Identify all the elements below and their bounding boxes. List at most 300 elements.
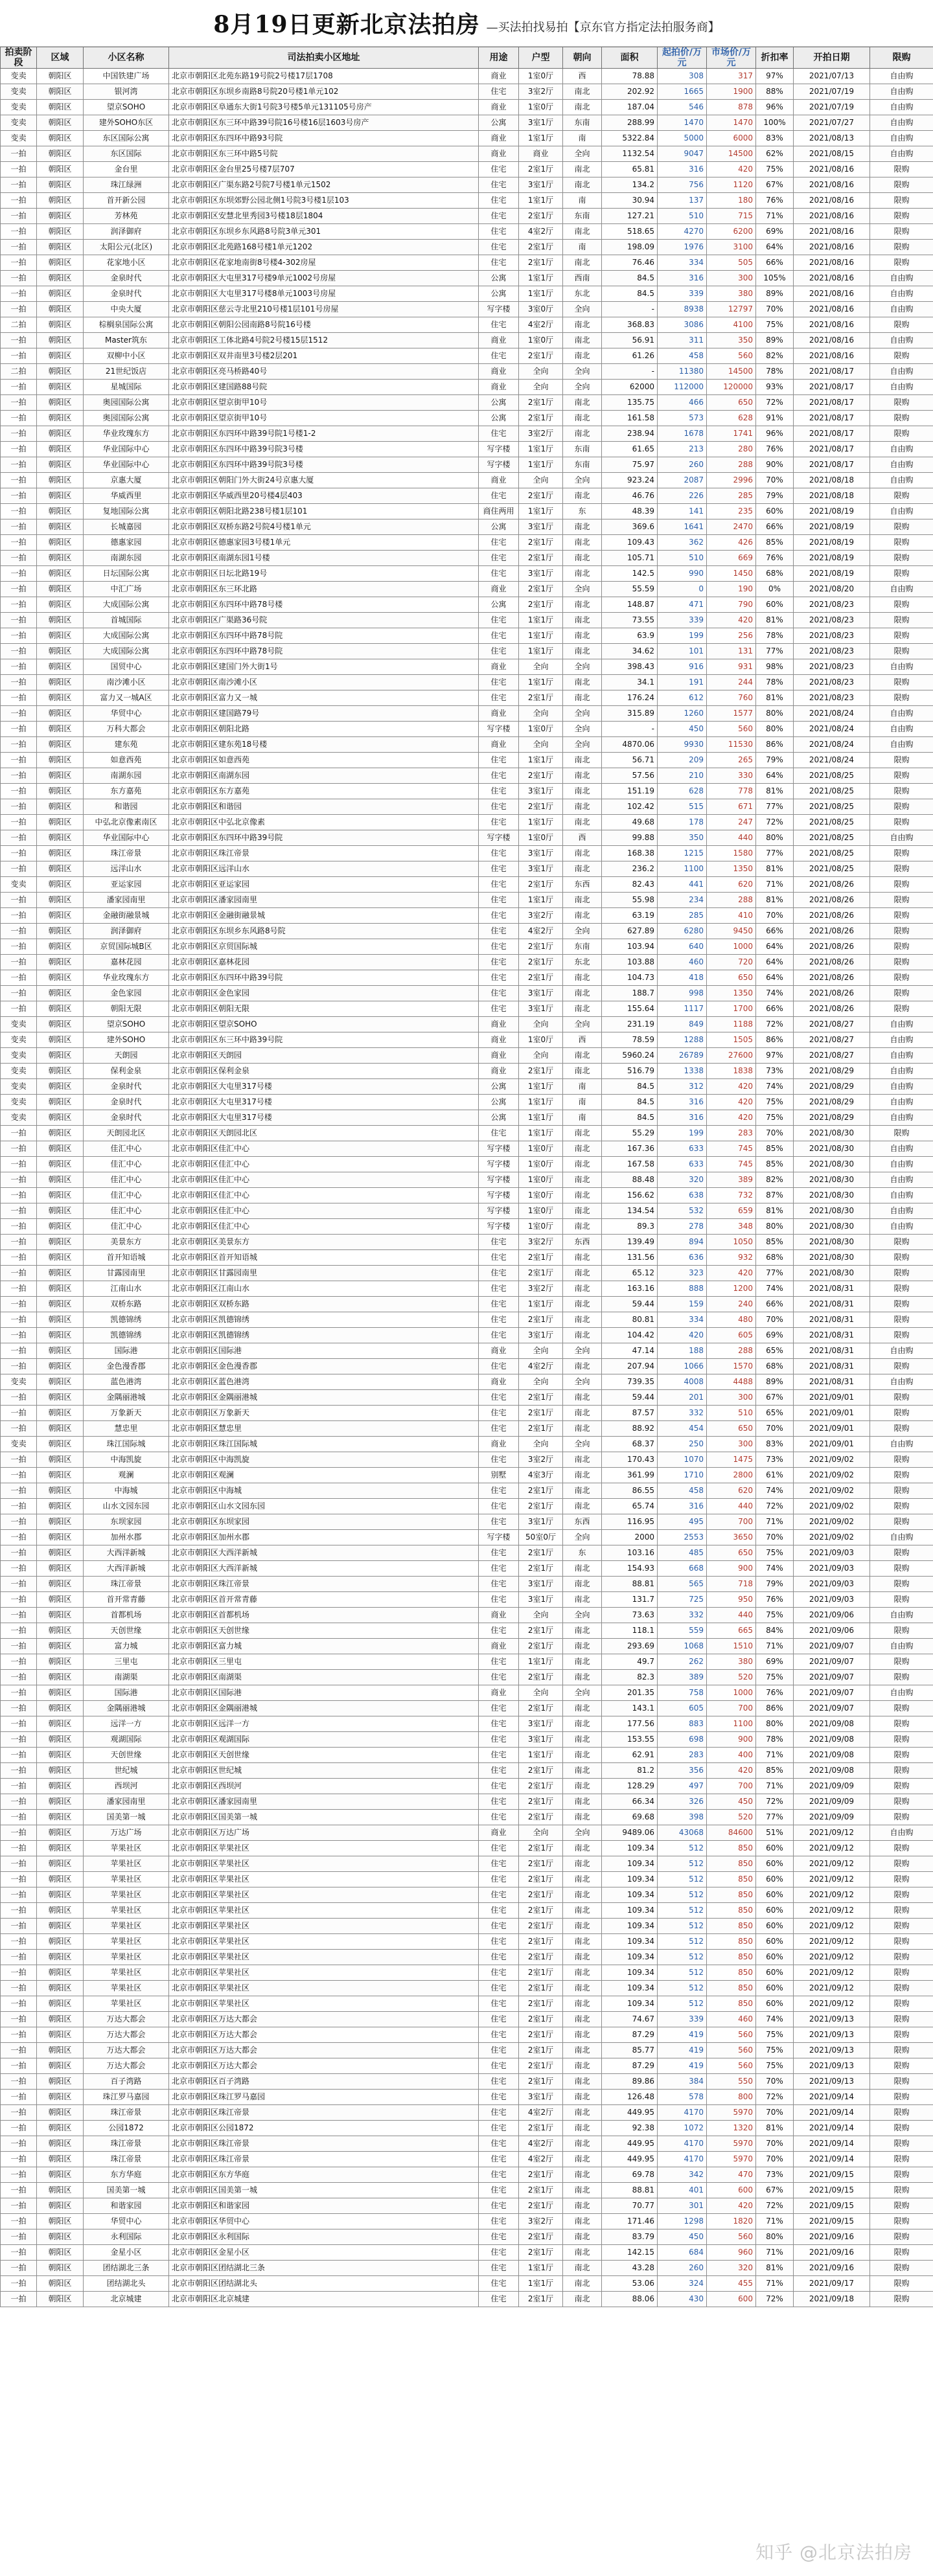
- table-row: [1, 286, 933, 302]
- table-cell: 北京市朝阳区大屯里317号楼: [169, 1095, 479, 1110]
- table-row: [1, 737, 933, 753]
- table-cell: 商业: [479, 146, 519, 162]
- table-cell: 70%: [756, 302, 794, 317]
- table-cell: 限购: [870, 1919, 933, 1934]
- table-cell: 109.34: [602, 1919, 658, 1934]
- table-cell: 77%: [756, 799, 794, 815]
- table-cell: 71%: [756, 209, 794, 224]
- table-cell: 公寓: [479, 1110, 519, 1126]
- table-cell: 2021/08/16: [794, 162, 870, 177]
- table-cell: 65%: [756, 1406, 794, 1421]
- table-cell: 419: [658, 2058, 707, 2074]
- table-cell: 一拍: [1, 1126, 37, 1141]
- table-cell: 珠江帝景: [84, 846, 169, 861]
- table-cell: 朝阳区: [37, 768, 84, 784]
- table-cell: 430: [658, 2292, 707, 2307]
- table-cell: 2021/09/15: [794, 2183, 870, 2198]
- table-cell: 苹果社区: [84, 1919, 169, 1934]
- table-cell: 住宅: [479, 2027, 519, 2043]
- table-cell: -: [602, 302, 658, 317]
- table-cell: 3室0厅: [519, 302, 563, 317]
- table-cell: 2021/09/12: [794, 1950, 870, 1965]
- table-cell: 北京市朝阳区金隅丽港城: [169, 1390, 479, 1406]
- table-cell: 北京市朝阳区甘露园南里: [169, 1266, 479, 1281]
- table-cell: 南北: [563, 2121, 602, 2136]
- table-cell: 北京市朝阳区东三环中路5号院: [169, 146, 479, 162]
- table-cell: 512: [658, 1903, 707, 1919]
- table-cell: 自由购: [870, 1110, 933, 1126]
- table-row: [1, 644, 933, 659]
- table-cell: 1100: [707, 1716, 756, 1732]
- table-row: [1, 1919, 933, 1934]
- table-cell: 1室1厅: [519, 1110, 563, 1126]
- table-cell: 商业: [479, 1437, 519, 1452]
- table-cell: 627.89: [602, 924, 658, 939]
- table-cell: 2021/09/12: [794, 1887, 870, 1903]
- table-cell: 739.35: [602, 1374, 658, 1390]
- table-cell: 星城国际: [84, 380, 169, 395]
- table-cell: 一拍: [1, 224, 37, 240]
- table-cell: 北京市朝阳区中弘北京像素: [169, 815, 479, 830]
- table-cell: 2室1厅: [519, 970, 563, 986]
- table-cell: 2553: [658, 1530, 707, 1545]
- table-cell: 850: [707, 1996, 756, 2012]
- table-cell: 限购: [870, 426, 933, 442]
- table-cell: 148.87: [602, 597, 658, 613]
- table-cell: 2室1厅: [519, 2121, 563, 2136]
- table-cell: 43.28: [602, 2261, 658, 2276]
- table-cell: 一拍: [1, 1748, 37, 1763]
- table-header: [1, 47, 933, 69]
- table-row: [1, 240, 933, 255]
- table-cell: 变卖: [1, 115, 37, 131]
- table-cell: 153.55: [602, 1732, 658, 1748]
- table-cell: 3室1厅: [519, 1328, 563, 1343]
- table-cell: 北京市朝阳区金星小区: [169, 2245, 479, 2261]
- table-cell: 109.34: [602, 1841, 658, 1856]
- table-cell: 南北: [563, 1701, 602, 1716]
- table-cell: 珠江罗马嘉园: [84, 2090, 169, 2105]
- table-cell: 朝阳区: [37, 115, 84, 131]
- table-cell: 2021/08/30: [794, 1235, 870, 1250]
- table-cell: 278: [658, 1219, 707, 1235]
- table-cell: 住宅: [479, 1328, 519, 1343]
- table-cell: 华业国际中心: [84, 442, 169, 457]
- table-row: [1, 2043, 933, 2058]
- table-cell: 176.24: [602, 690, 658, 706]
- table-cell: 2室1厅: [519, 1312, 563, 1328]
- table-cell: 住宅: [479, 893, 519, 908]
- table-cell: 公寓: [479, 411, 519, 426]
- table-cell: 628: [707, 411, 756, 426]
- table-cell: 64%: [756, 955, 794, 970]
- table-cell: 南北: [563, 1996, 602, 2012]
- table-cell: 北京市朝阳区万达大都会: [169, 2058, 479, 2074]
- table-row: [1, 1903, 933, 1919]
- table-cell: 250: [658, 1437, 707, 1452]
- table-cell: 103.16: [602, 1545, 658, 1561]
- table-cell: 2021/08/17: [794, 442, 870, 457]
- table-cell: 住宅: [479, 970, 519, 986]
- table-cell: 朝阳区: [37, 799, 84, 815]
- table-cell: 朝阳区: [37, 2167, 84, 2183]
- table-cell: 9047: [658, 146, 707, 162]
- table-cell: 限购: [870, 1235, 933, 1250]
- table-cell: 全向: [563, 659, 602, 675]
- table-cell: 650: [707, 395, 756, 411]
- table-cell: 朝阳区: [37, 395, 84, 411]
- table-cell: 83.79: [602, 2229, 658, 2245]
- table-cell: 109.34: [602, 1981, 658, 1996]
- table-cell: 南北: [563, 1048, 602, 1064]
- table-cell: 住宅: [479, 1421, 519, 1437]
- table-cell: 中海城: [84, 1483, 169, 1499]
- table-cell: 256: [707, 628, 756, 644]
- table-row: [1, 1374, 933, 1390]
- table-cell: 一拍: [1, 1235, 37, 1250]
- table-cell: 2021/09/03: [794, 1592, 870, 1608]
- table-cell: 80%: [756, 2229, 794, 2245]
- table-cell: 全向: [519, 380, 563, 395]
- table-cell: 北京市朝阳区南湖东园1号楼: [169, 551, 479, 566]
- table-cell: 320: [658, 1172, 707, 1188]
- table-cell: 605: [658, 1701, 707, 1716]
- table-cell: 68%: [756, 566, 794, 582]
- table-cell: 朝阳区: [37, 1685, 84, 1701]
- table-cell: 2室1厅: [519, 1623, 563, 1639]
- table-cell: 天朗园: [84, 1048, 169, 1064]
- table-cell: 650: [707, 970, 756, 986]
- table-cell: 2室1厅: [519, 1934, 563, 1950]
- table-cell: 北京市朝阳区和谐园: [169, 799, 479, 815]
- table-row: [1, 1343, 933, 1359]
- table-cell: 116.95: [602, 1514, 658, 1530]
- table-cell: 1室1厅: [519, 1297, 563, 1312]
- table-cell: 北京市朝阳区国美第一城: [169, 2183, 479, 2198]
- table-cell: 朝阳区: [37, 1172, 84, 1188]
- table-cell: 写字楼: [479, 1530, 519, 1545]
- table-cell: 全向: [563, 302, 602, 317]
- table-cell: 德惠家园: [84, 535, 169, 551]
- table-cell: 60%: [756, 597, 794, 613]
- table-cell: 住宅: [479, 193, 519, 209]
- table-row: [1, 830, 933, 846]
- table-cell: 82.43: [602, 877, 658, 893]
- table-cell: 1215: [658, 846, 707, 861]
- table-row: [1, 2229, 933, 2245]
- table-cell: 朝阳区: [37, 209, 84, 224]
- table-cell: 一拍: [1, 1685, 37, 1701]
- table-row: [1, 1872, 933, 1887]
- table-cell: 北京市朝阳区东三环中路39号院16号楼16层1603号房产: [169, 115, 479, 131]
- table-cell: 住宅: [479, 1996, 519, 2012]
- table-cell: 别墅: [479, 1468, 519, 1483]
- table-cell: 限购: [870, 2074, 933, 2090]
- table-row: [1, 535, 933, 551]
- table-cell: 朝阳区: [37, 1748, 84, 1763]
- table-cell: 一拍: [1, 613, 37, 628]
- table-cell: 商业: [479, 473, 519, 488]
- table-cell: 北京城建: [84, 2292, 169, 2307]
- table-cell: 69%: [756, 1328, 794, 1343]
- table-cell: 9450: [707, 924, 756, 939]
- table-cell: 356: [658, 1763, 707, 1779]
- table-cell: 北京市朝阳区广渠路36号院: [169, 613, 479, 628]
- table-cell: 69.68: [602, 1810, 658, 1825]
- table-cell: 510: [658, 551, 707, 566]
- table-cell: 4100: [707, 317, 756, 333]
- table-cell: 1室1厅: [519, 1654, 563, 1670]
- table-cell: 华业玫瑰东方: [84, 426, 169, 442]
- table-cell: 北京市朝阳区建东苑18号楼: [169, 737, 479, 753]
- table-cell: 朝阳区: [37, 1561, 84, 1577]
- table-cell: 变卖: [1, 69, 37, 84]
- table-cell: 建外SOHO东区: [84, 115, 169, 131]
- table-row: [1, 348, 933, 364]
- table-cell: 一拍: [1, 737, 37, 753]
- table-cell: 自由购: [870, 115, 933, 131]
- table-row: [1, 1950, 933, 1965]
- table-cell: 137: [658, 193, 707, 209]
- table-cell: 三里屯: [84, 1654, 169, 1670]
- table-cell: 247: [707, 815, 756, 830]
- table-cell: 650: [707, 1545, 756, 1561]
- table-cell: 1350: [707, 986, 756, 1001]
- table-cell: 一拍: [1, 2183, 37, 2198]
- table-cell: 朝阳区: [37, 1810, 84, 1825]
- table-cell: 70%: [756, 2074, 794, 2090]
- table-cell: 466: [658, 395, 707, 411]
- table-cell: 1室1厅: [519, 613, 563, 628]
- table-row: [1, 1608, 933, 1623]
- table-cell: 84.5: [602, 286, 658, 302]
- table-cell: 2021/08/19: [794, 519, 870, 535]
- table-cell: 南北: [563, 84, 602, 100]
- table-cell: 首开知语城: [84, 1250, 169, 1266]
- table-cell: 住宅: [479, 613, 519, 628]
- table-row: [1, 955, 933, 970]
- table-cell: 5000: [658, 131, 707, 146]
- table-cell: 限购: [870, 877, 933, 893]
- table-cell: 2021/08/27: [794, 1032, 870, 1048]
- table-cell: 324: [658, 2276, 707, 2292]
- table-cell: 一拍: [1, 1779, 37, 1794]
- table-cell: 1741: [707, 426, 756, 442]
- table-cell: 自由购: [870, 131, 933, 146]
- table-cell: 76%: [756, 442, 794, 457]
- table-cell: 芳林苑: [84, 209, 169, 224]
- table-cell: 一拍: [1, 1157, 37, 1172]
- table-cell: 珠江绿洲: [84, 177, 169, 193]
- table-cell: 南北: [563, 690, 602, 706]
- table-cell: 限购: [870, 690, 933, 706]
- table-cell: 69%: [756, 224, 794, 240]
- table-cell: 512: [658, 1919, 707, 1934]
- table-cell: 天朗园北区: [84, 1126, 169, 1141]
- table-cell: 一拍: [1, 1592, 37, 1608]
- table-cell: 北京市朝阳区凯德锦绣: [169, 1328, 479, 1343]
- table-cell: 1072: [658, 2121, 707, 2136]
- table-cell: 商业: [479, 1639, 519, 1654]
- table-cell: 南北: [563, 753, 602, 768]
- table-cell: 79%: [756, 753, 794, 768]
- table-cell: 75%: [756, 162, 794, 177]
- table-cell: 458: [658, 1483, 707, 1499]
- table-cell: 北京市朝阳区潘家园南里: [169, 893, 479, 908]
- table-cell: 450: [658, 722, 707, 737]
- table-cell: 60%: [756, 1903, 794, 1919]
- table-cell: 3室1厅: [519, 1577, 563, 1592]
- table-cell: 301: [658, 2198, 707, 2214]
- table-cell: 限购: [870, 348, 933, 364]
- table-cell: 401: [658, 2183, 707, 2198]
- table-cell: 65.74: [602, 1499, 658, 1514]
- table-cell: 自由购: [870, 442, 933, 457]
- table-cell: 北京市朝阳区万达大都会: [169, 2043, 479, 2058]
- table-cell: 限购: [870, 1577, 933, 1592]
- table-cell: 南北: [563, 2198, 602, 2214]
- table-cell: 限购: [870, 2105, 933, 2121]
- table-cell: 0: [658, 582, 707, 597]
- table-cell: 北京市朝阳区百子湾路: [169, 2074, 479, 2090]
- table-cell: 一拍: [1, 1670, 37, 1685]
- table-cell: 变卖: [1, 1032, 37, 1048]
- table-cell: 住宅: [479, 1235, 519, 1250]
- table-row: [1, 613, 933, 628]
- table-cell: 60%: [756, 1841, 794, 1856]
- table-cell: 758: [658, 1685, 707, 1701]
- table-cell: 300: [707, 271, 756, 286]
- table-cell: 460: [707, 2012, 756, 2027]
- table-cell: 住宅: [479, 768, 519, 784]
- table-cell: 朝阳区: [37, 1141, 84, 1157]
- table-cell: 望京SOHO: [84, 100, 169, 115]
- table-cell: 389: [707, 1172, 756, 1188]
- table-cell: 北京市朝阳区双桥东路2号院4号楼1单元: [169, 519, 479, 535]
- table-cell: 2021/09/15: [794, 2167, 870, 2183]
- table-cell: 限购: [870, 955, 933, 970]
- table-cell: 一拍: [1, 2058, 37, 2074]
- table-row: [1, 877, 933, 893]
- table-cell: 一拍: [1, 1996, 37, 2012]
- table-cell: 620: [707, 877, 756, 893]
- table-cell: 一拍: [1, 1872, 37, 1887]
- table-cell: 一拍: [1, 830, 37, 846]
- table-cell: 朝阳区: [37, 1421, 84, 1437]
- table-cell: 商业: [479, 364, 519, 380]
- table-cell: 一拍: [1, 1406, 37, 1421]
- table-row: [1, 209, 933, 224]
- table-cell: 南北: [563, 1670, 602, 1685]
- table-cell: 76%: [756, 551, 794, 566]
- table-cell: 北京市朝阳区东四环中路39号院3号楼: [169, 457, 479, 473]
- table-cell: 88.81: [602, 1577, 658, 1592]
- table-cell: 96%: [756, 100, 794, 115]
- table-cell: 850: [707, 1841, 756, 1856]
- table-cell: 南: [563, 193, 602, 209]
- table-cell: 北京市朝阳区珠江帝景: [169, 846, 479, 861]
- table-cell: 嘉林花园: [84, 955, 169, 970]
- table-cell: 78.59: [602, 1032, 658, 1048]
- table-cell: 342: [658, 2167, 707, 2183]
- table-cell: 669: [707, 551, 756, 566]
- table-cell: 北京市朝阳区建国路88号院: [169, 380, 479, 395]
- table-cell: 远洋一方: [84, 1716, 169, 1732]
- table-cell: 2021/08/17: [794, 364, 870, 380]
- table-cell: 81%: [756, 893, 794, 908]
- table-row: [1, 1126, 933, 1141]
- table-cell: 2021/08/30: [794, 1188, 870, 1203]
- table-cell: 171.46: [602, 2214, 658, 2229]
- table-cell: 419: [658, 2043, 707, 2058]
- table-cell: 2021/08/26: [794, 924, 870, 939]
- table-cell: 限购: [870, 209, 933, 224]
- table-cell: 718: [707, 1577, 756, 1592]
- table-cell: 自由购: [870, 84, 933, 100]
- table-cell: 全向: [563, 1825, 602, 1841]
- table-cell: 一拍: [1, 395, 37, 411]
- table-cell: 2021/09/02: [794, 1530, 870, 1545]
- table-cell: 朝阳区: [37, 846, 84, 861]
- table-cell: 全向: [563, 146, 602, 162]
- table-cell: 全向: [563, 1017, 602, 1032]
- table-cell: 朝阳区: [37, 986, 84, 1001]
- table-cell: 朝阳区: [37, 504, 84, 519]
- table-cell: 限购: [870, 240, 933, 255]
- table-cell: 朝阳区: [37, 473, 84, 488]
- table-cell: 2021/08/16: [794, 193, 870, 209]
- table-cell: 住宅: [479, 1250, 519, 1266]
- table-cell: 79%: [756, 1577, 794, 1592]
- table-cell: 朝阳区: [37, 100, 84, 115]
- table-cell: 南北: [563, 2012, 602, 2027]
- table-cell: 77%: [756, 1810, 794, 1825]
- table-cell: 633: [658, 1157, 707, 1172]
- table-cell: 2021/08/30: [794, 1141, 870, 1157]
- table-cell: 南北: [563, 799, 602, 815]
- table-cell: 全向: [563, 737, 602, 753]
- table-row: [1, 177, 933, 193]
- table-cell: 103.88: [602, 955, 658, 970]
- table-cell: 限购: [870, 1716, 933, 1732]
- table-cell: 商业: [479, 100, 519, 115]
- table-cell: 大成国际公寓: [84, 597, 169, 613]
- table-cell: 北京市朝阳区富力城: [169, 1639, 479, 1654]
- table-cell: 883: [658, 1716, 707, 1732]
- table-cell: 住宅: [479, 1514, 519, 1530]
- table-cell: 朝阳区: [37, 955, 84, 970]
- table-cell: 朝阳区: [37, 271, 84, 286]
- table-cell: 238.94: [602, 426, 658, 442]
- table-cell: 127.21: [602, 209, 658, 224]
- table-row: [1, 504, 933, 519]
- table-cell: 北京市朝阳区江南山水: [169, 1281, 479, 1297]
- table-cell: 2室1厅: [519, 411, 563, 426]
- table-row: [1, 426, 933, 442]
- table-row: [1, 1079, 933, 1095]
- table-cell: 住宅: [479, 753, 519, 768]
- table-cell: 一拍: [1, 1468, 37, 1483]
- table-cell: 朝阳区: [37, 411, 84, 426]
- table-cell: 81%: [756, 784, 794, 799]
- table-cell: 全向: [563, 1374, 602, 1390]
- table-cell: 万达大都会: [84, 2043, 169, 2058]
- table-cell: 1820: [707, 2214, 756, 2229]
- table-cell: 109.34: [602, 1996, 658, 2012]
- table-cell: 485: [658, 1545, 707, 1561]
- table-cell: 住宅: [479, 2136, 519, 2152]
- table-row: [1, 1716, 933, 1732]
